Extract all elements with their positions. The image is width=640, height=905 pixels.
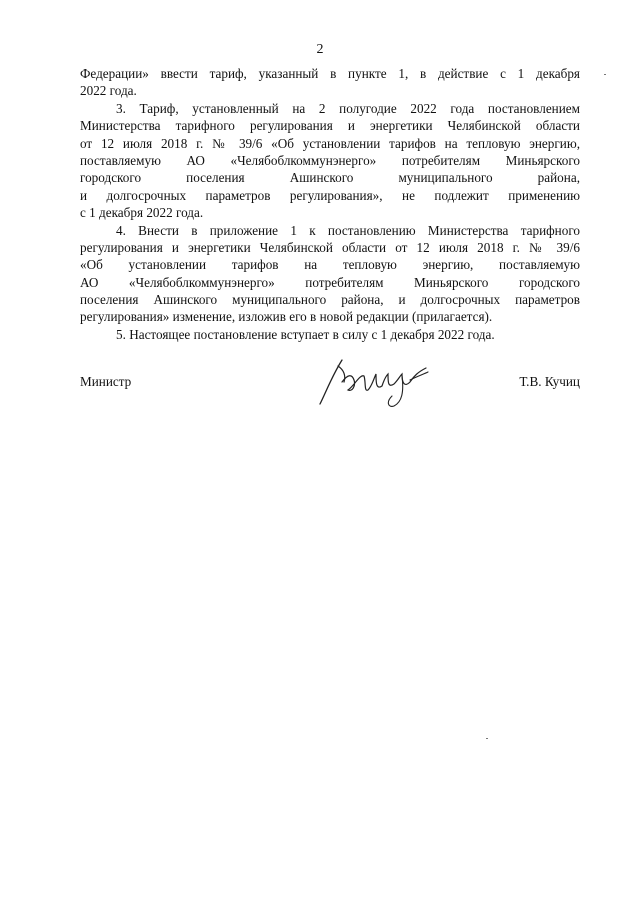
handwritten-signature	[308, 352, 458, 410]
scan-speck	[486, 738, 488, 739]
paragraph-4-line: 4. Внести в приложение 1 к постановлению Министерства тарифного	[116, 222, 580, 238]
text-line: регулирования и энергетики Челябинской области от 12 июля 2018 г. № 39/6	[80, 239, 580, 255]
text-line: городского поселения Ашинского муниципального района,	[80, 170, 580, 186]
page-number: 2	[316, 42, 324, 57]
paragraph-3-line: 3. Тариф, установленный на 2 полугодие 2022 года постановлением	[116, 100, 580, 116]
text-line: с 1 декабря 2022 года.	[80, 205, 204, 221]
text-line: регулирования» изменение, изложив его в новой редакции (прилагается).	[80, 309, 493, 325]
text-line: АО «Челябоблкоммунэнерго» потребителям Миньярского городского	[80, 274, 580, 290]
text-line: Федерации» ввести тариф, указанный в пункте 1, в действие с 1 декабря	[80, 66, 580, 81]
paragraph-5-line: 5. Настоящее постановление вступает в силу с 1 декабря 2022 года.	[116, 326, 495, 342]
text-line: поселения Ашинского муниципального района, и долгосрочных параметров	[80, 292, 580, 308]
text-line: поставляемую АО «Челябоблкоммунэнерго» потребителям Миньярского	[80, 152, 580, 168]
text-line: и долгосрочных параметров регулирования», не подлежит применению	[80, 187, 580, 203]
scan-speck	[604, 74, 606, 75]
text-line: от 12 июля 2018 г. № 39/6 «Об установлении тарифов на тепловую энергию,	[80, 135, 580, 151]
text-line: 2022 года.	[80, 83, 137, 99]
text-line: Министерства тарифного регулирования и энергетики Челябинской области	[80, 118, 580, 134]
text-line: «Об установлении тарифов на тепловую энергию, поставляемую	[80, 257, 580, 273]
signatory-title: Министр	[80, 374, 132, 389]
signature-block	[80, 362, 580, 422]
signatory-name: Т.В. Кучиц	[519, 374, 580, 389]
document-body	[80, 65, 580, 343]
